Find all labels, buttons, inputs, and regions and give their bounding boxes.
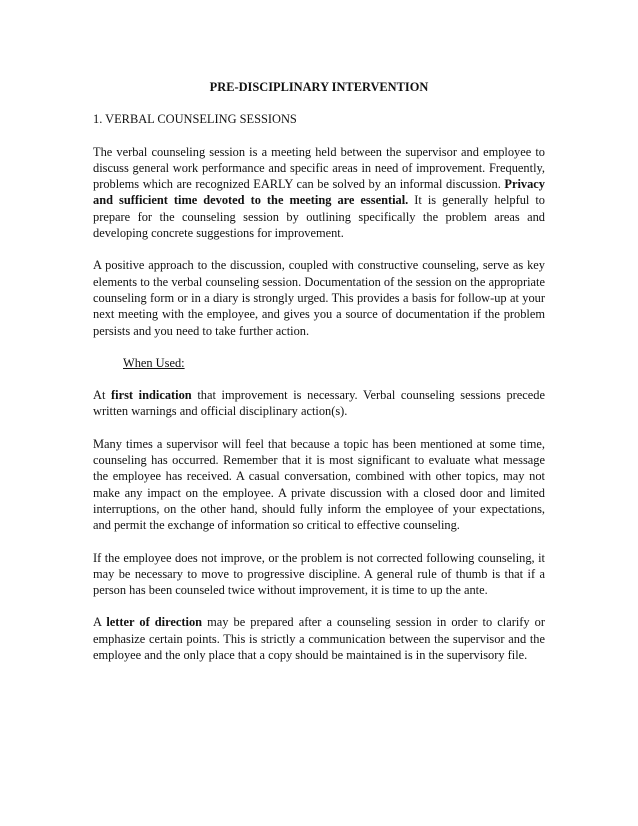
paragraph-intro-emphasis: Privacy and sufficient time devoted to the meeting are essential. — [93, 177, 545, 208]
paragraph-letter-emphasis: letter of direction — [106, 615, 203, 630]
document-page — [93, 79, 545, 679]
document-title: PRE-DISCIPLINARY INTERVENTION — [209, 80, 429, 94]
paragraph-intro-text-a: The verbal counseling session is a meeting held between the supervisor and employee to discuss general work performance and specific areas in need of improvement. Frequently, problems which are recognized EARLY can be solved by an informal discussion. — [93, 144, 545, 192]
paragraph-first-indication-text-c: that improvement is necessary. Verbal counseling sessions precede written warnings and official disciplinary action(s). — [93, 388, 546, 419]
paragraph-intro-text-c: It is generally helpful to prepare for the counseling session by outlining specifically the problem areas and developing concrete suggestions for improvement. — [93, 193, 545, 241]
paragraph-letter-of-direction — [93, 614, 545, 663]
paragraph-many-times: Many times a supervisor will feel that because a topic has been mentioned at some time, counseling has occurred. Remember that it is most significant to evaluate what message the employee has received. A casual conversation, combined with other topics, may not make any impact on the employee. A private discussion with a closed door and limited interruptions, on the other hand, should fully inform the employee of your expectations, and permit the exchange of information so critical to effective counseling. — [93, 436, 545, 533]
paragraph-positive-approach: A positive approach to the discussion, coupled with constructive counseling, serve as key elements to the verbal counseling session. Documentation of the session on the appropriate counseling form or in a diary is strongly urged. This provides a basis for follow-up at your next meeting with the employee, and gives you a source of documentation if the problem persists and you need to take further action. — [93, 258, 545, 338]
paragraph-letter-text-c: may be prepared after a counseling session in order to clarify or emphasize certain points. This is strictly a communication between the supervisor and the employee and the only place that a copy should be maintained is in the supervisory file. — [93, 615, 545, 663]
when-used-heading: When Used: — [123, 355, 185, 370]
paragraph-first-indication-emphasis: first indication — [111, 388, 192, 403]
paragraph-letter-text-a: A — [93, 615, 107, 630]
paragraph-first-indication — [93, 387, 545, 420]
paragraph-first-indication-text-a: At — [93, 388, 112, 403]
paragraph-not-improve: If the employee does not improve, or the problem is not corrected following counseling, it may be necessary to move to progressive discipline. A general rule of thumb is that if a person has been counseled twice without improvement, it is time to up the ante. — [93, 550, 545, 598]
section-heading: 1. VERBAL COUNSELING SESSIONS — [93, 112, 297, 127]
paragraph-intro — [93, 144, 545, 242]
